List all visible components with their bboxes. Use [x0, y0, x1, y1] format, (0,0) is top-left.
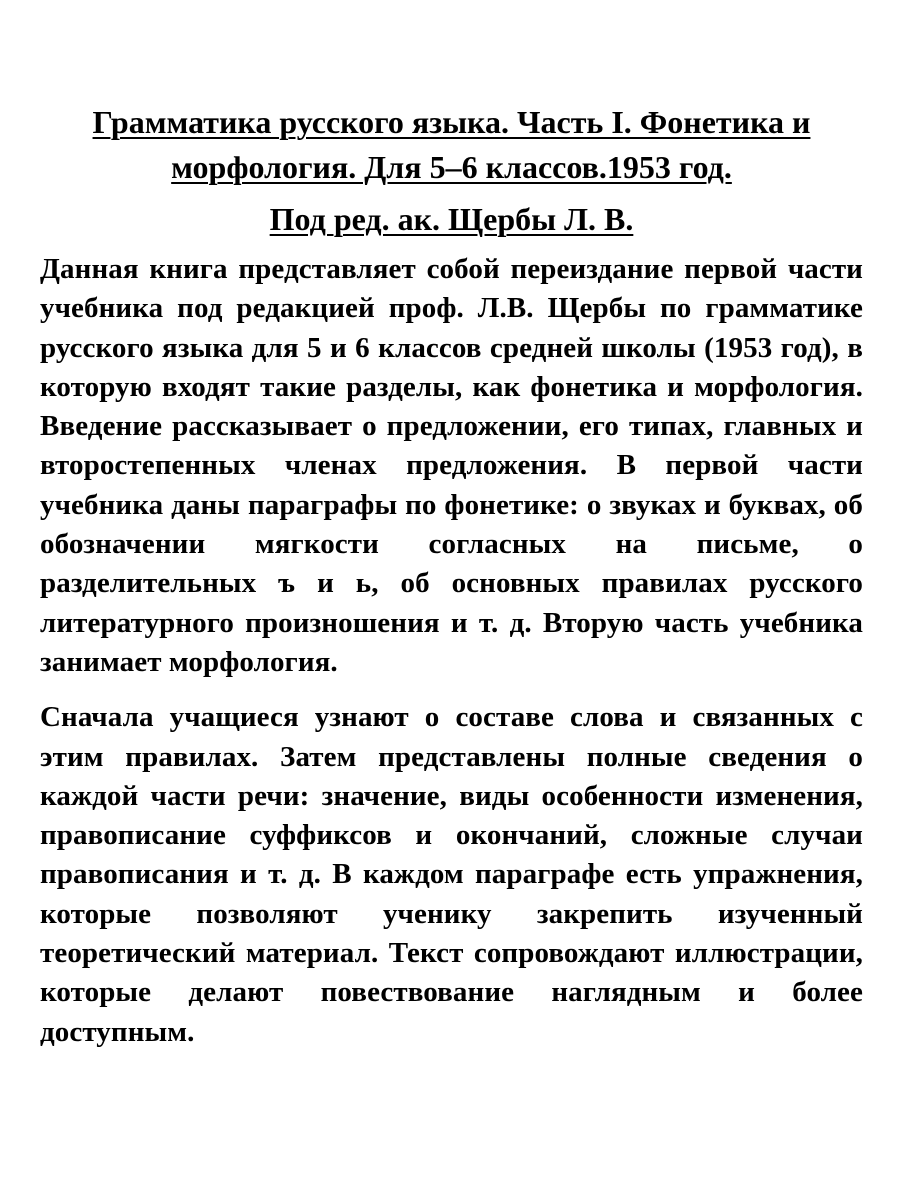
document-title: Грамматика русского языка. Часть I. Фонетика и морфология. Для 5–6 классов.1953 год.: [92, 104, 811, 185]
body-paragraph-1: Данная книга представляет собой переиздание первой части учебника под редакцией проф. Л.В. Щербы по грамматике русского языка для 5 и 6 классов средней школы (1953 год), в которую входят такие разделы, как фонетика и морфология. Введение рассказывает о предложении, его типах, главных и второстепенных членах предложения. В первой части учебника даны параграфы по фонетике: о звуках и буквах, об обозначении мягкости согласных на письме, о разделительных ъ и ь, об основных правилах русского литературного произношения и т. д. Вторую часть учебника занимает морфология.: [40, 253, 863, 678]
document-page: [40, 100, 863, 1052]
document-subtitle: Под ред. ак. Щербы Л. В.: [269, 201, 634, 237]
body-paragraph-2: Сначала учащиеся узнают о составе слова и связанных с этим правилах. Затем представлены полные сведения о каждой части речи: значение, виды особенности изменения, правописание суффиксов и окончаний, сложные случаи правописания и т. д. В каждом параграфе есть упражнения, которые позволяют ученику закрепить изученный теоретический материал. Текст сопровождают иллюстрации, которые делают повествование наглядным и более доступным.: [40, 701, 863, 1048]
